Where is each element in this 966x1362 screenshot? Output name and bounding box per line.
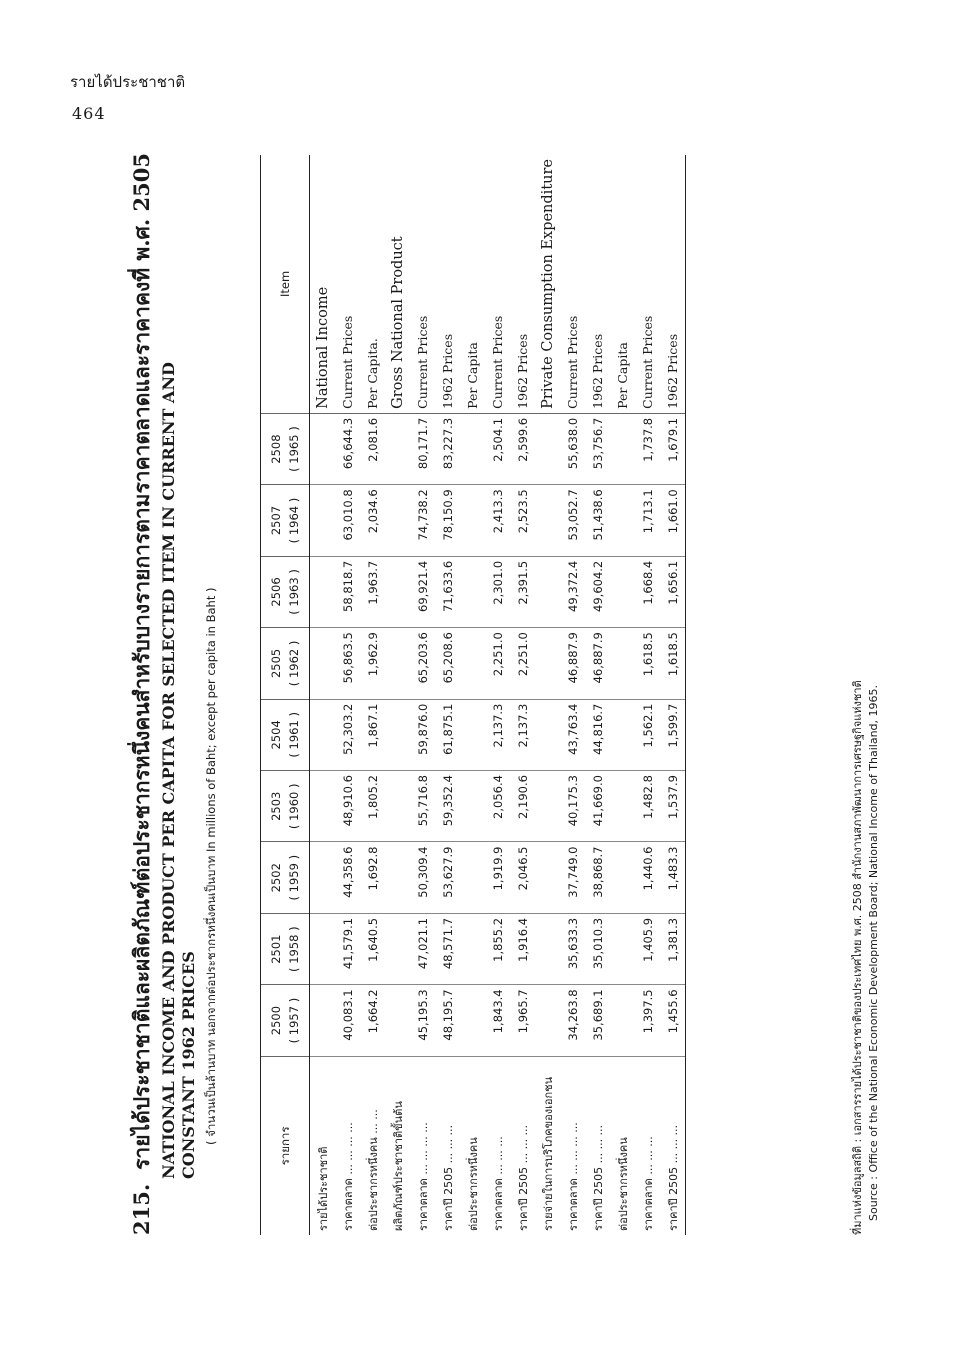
value-cell: 48,195.7 bbox=[435, 985, 460, 1056]
value-cell bbox=[385, 413, 410, 484]
value-cell bbox=[460, 628, 485, 699]
value-cell: 1,692.8 bbox=[360, 842, 385, 913]
row-label-en: 1962 Prices bbox=[660, 155, 686, 413]
table-number: 215. bbox=[129, 1183, 154, 1235]
value-cell: 1,679.1 bbox=[660, 413, 686, 484]
year-ad: ( 1961 ) bbox=[287, 712, 301, 758]
value-cell: 1,482.8 bbox=[635, 771, 660, 842]
value-cell: 2,046.5 bbox=[510, 842, 535, 913]
table-row bbox=[435, 155, 460, 1235]
row-label-en: Current Prices bbox=[335, 155, 360, 413]
value-cell bbox=[385, 628, 410, 699]
value-cell: 1,867.1 bbox=[360, 699, 385, 770]
table-row bbox=[560, 155, 585, 1235]
year-thai: 2508 bbox=[269, 434, 283, 464]
value-cell: 53,627.9 bbox=[435, 842, 460, 913]
table-title-en-line1: NATIONAL INCOME AND PRODUCT PER CAPITA FOR SELECTED ITEM IN CURRENT AND bbox=[159, 362, 178, 1179]
table-row bbox=[485, 155, 510, 1235]
value-cell bbox=[535, 913, 560, 984]
table-row bbox=[310, 155, 336, 1235]
year-ad: ( 1957 ) bbox=[287, 997, 301, 1044]
value-cell: 58,818.7 bbox=[335, 556, 360, 627]
value-cell bbox=[535, 985, 560, 1056]
value-cell: 2,523.5 bbox=[510, 485, 535, 556]
value-cell: 34,263.8 bbox=[560, 985, 585, 1056]
title-thai-text: รายได้ประชาชาติและผลิตภัณฑ์ต่อประชากรหนึ่งคนสำหรับบางรายการตามราคาตลาดและราคาคงที่ พ.ศ. 2505 bbox=[129, 153, 154, 1170]
row-label-en: Current Prices bbox=[485, 155, 510, 413]
value-cell: 44,816.7 bbox=[585, 699, 610, 770]
value-cell: 1,440.6 bbox=[635, 842, 660, 913]
value-cell: 1,965.7 bbox=[510, 985, 535, 1056]
rotated-table-page bbox=[120, 140, 880, 1255]
value-cell: 1,737.8 bbox=[635, 413, 660, 484]
value-cell: 1,713.1 bbox=[635, 485, 660, 556]
value-cell: 38,868.7 bbox=[585, 842, 610, 913]
value-cell bbox=[610, 985, 635, 1056]
value-cell: 45,195.3 bbox=[410, 985, 435, 1056]
value-cell: 66,644.3 bbox=[335, 413, 360, 484]
year-thai: 2506 bbox=[269, 577, 283, 607]
year-ad: ( 1965 ) bbox=[287, 426, 301, 472]
value-cell: 2,599.6 bbox=[510, 413, 535, 484]
value-cell bbox=[460, 699, 485, 770]
col-year bbox=[261, 699, 310, 770]
value-cell bbox=[610, 913, 635, 984]
row-label-en: 1962 Prices bbox=[585, 155, 610, 413]
value-cell bbox=[310, 556, 336, 627]
income-table bbox=[260, 155, 686, 1235]
value-cell bbox=[535, 699, 560, 770]
source-note bbox=[850, 680, 882, 1235]
value-cell: 2,190.6 bbox=[510, 771, 535, 842]
value-cell: 65,208.6 bbox=[435, 628, 460, 699]
row-label-thai: ต่อประชากรหนึ่งคน bbox=[616, 1137, 630, 1231]
value-cell: 2,391.5 bbox=[510, 556, 535, 627]
value-cell: 1,805.2 bbox=[360, 771, 385, 842]
row-label-en: Per Capita bbox=[460, 155, 485, 413]
value-cell: 2,251.0 bbox=[485, 628, 510, 699]
value-cell: 49,604.2 bbox=[585, 556, 610, 627]
page-number: 464 bbox=[72, 104, 106, 123]
value-cell: 51,438.6 bbox=[585, 485, 610, 556]
col-year bbox=[261, 485, 310, 556]
row-label-thai: ต่อประชากรหนึ่งคน bbox=[466, 1137, 480, 1231]
col-year bbox=[261, 913, 310, 984]
value-cell: 2,056.4 bbox=[485, 771, 510, 842]
value-cell: 1,661.0 bbox=[660, 485, 686, 556]
value-cell: 63,010.8 bbox=[335, 485, 360, 556]
year-thai: 2501 bbox=[269, 934, 283, 964]
value-cell: 35,010.3 bbox=[585, 913, 610, 984]
value-cell bbox=[460, 485, 485, 556]
value-cell bbox=[460, 771, 485, 842]
source-en: Source : Office of the National Economic Development Board; National Income of Thailand, 1965. bbox=[867, 684, 880, 1221]
value-cell: 35,633.3 bbox=[560, 913, 585, 984]
year-ad: ( 1959 ) bbox=[287, 854, 301, 901]
row-label-thai: รายจ่ายในการบริโภคของเอกชน bbox=[541, 1076, 555, 1231]
value-cell: 1,562.1 bbox=[635, 699, 660, 770]
value-cell: 1,843.4 bbox=[485, 985, 510, 1056]
table-row bbox=[360, 155, 385, 1235]
value-cell: 1,397.5 bbox=[635, 985, 660, 1056]
value-cell bbox=[385, 699, 410, 770]
col-year bbox=[261, 413, 310, 484]
col-item-en: Item bbox=[261, 155, 310, 413]
row-label-thai: ราคาตลาด ... ... ... ... bbox=[566, 1122, 580, 1231]
value-cell: 48,910.6 bbox=[335, 771, 360, 842]
running-head: รายได้ประชาชาติ bbox=[70, 73, 186, 91]
value-cell bbox=[385, 771, 410, 842]
value-cell: 40,083.1 bbox=[335, 985, 360, 1056]
value-cell: 1,962.9 bbox=[360, 628, 385, 699]
year-thai: 2503 bbox=[269, 791, 283, 821]
value-cell: 59,352.4 bbox=[435, 771, 460, 842]
value-cell bbox=[610, 771, 635, 842]
value-cell: 1,855.2 bbox=[485, 913, 510, 984]
table-row bbox=[610, 155, 635, 1235]
value-cell: 50,309.4 bbox=[410, 842, 435, 913]
value-cell bbox=[310, 485, 336, 556]
col-year bbox=[261, 842, 310, 913]
value-cell bbox=[535, 485, 560, 556]
value-cell: 2,034.6 bbox=[360, 485, 385, 556]
row-label-thai: ราคาตลาด ... ... ... bbox=[491, 1136, 505, 1231]
row-label-thai: ราคาปี 2505 ... ... ... bbox=[516, 1124, 530, 1231]
value-cell bbox=[460, 556, 485, 627]
row-label-thai: ผลิตภัณฑ์ประชาชาติขั้นต้น bbox=[391, 1101, 405, 1231]
table-body bbox=[310, 155, 686, 1235]
col-year bbox=[261, 556, 310, 627]
table-title-thai bbox=[126, 155, 159, 1235]
value-cell: 46,887.9 bbox=[585, 628, 610, 699]
col-item-thai: รายการ bbox=[261, 1056, 310, 1235]
value-cell: 46,887.9 bbox=[560, 628, 585, 699]
value-cell: 1,640.5 bbox=[360, 913, 385, 984]
row-label-en: Per Capita bbox=[610, 155, 635, 413]
col-year bbox=[261, 985, 310, 1056]
value-cell: 80,171.7 bbox=[410, 413, 435, 484]
value-cell: 2,413.3 bbox=[485, 485, 510, 556]
value-cell bbox=[535, 413, 560, 484]
value-cell bbox=[610, 413, 635, 484]
value-cell bbox=[535, 556, 560, 627]
year-thai: 2505 bbox=[269, 648, 283, 679]
table-heading bbox=[126, 155, 221, 1235]
value-cell bbox=[310, 771, 336, 842]
row-label-en: 1962 Prices bbox=[435, 155, 460, 413]
row-label-en: Private Consumption Expenditure bbox=[535, 155, 560, 413]
rotated-table-wrapper bbox=[120, 140, 880, 1255]
value-cell: 71,633.6 bbox=[435, 556, 460, 627]
value-cell: 47,021.1 bbox=[410, 913, 435, 984]
row-label-thai: ราคาตลาด ... ... ... ... bbox=[341, 1122, 355, 1231]
year-thai: 2504 bbox=[269, 720, 283, 750]
row-label-thai: ราคาตลาด ... ... ... ... bbox=[416, 1122, 430, 1231]
value-cell: 56,863.5 bbox=[335, 628, 360, 699]
value-cell: 52,303.2 bbox=[335, 699, 360, 770]
value-cell: 55,638.0 bbox=[560, 413, 585, 484]
value-cell: 2,251.0 bbox=[510, 628, 535, 699]
row-label-thai: ราคาปี 2505 ... ... ... bbox=[591, 1124, 605, 1231]
value-cell bbox=[460, 842, 485, 913]
year-ad: ( 1962 ) bbox=[287, 640, 301, 687]
row-label-en: Current Prices bbox=[410, 155, 435, 413]
value-cell: 2,081.6 bbox=[360, 413, 385, 484]
table-title-en-line2: CONSTANT 1962 PRICES bbox=[179, 951, 198, 1179]
value-cell: 1,599.7 bbox=[660, 699, 686, 770]
value-cell: 2,504.1 bbox=[485, 413, 510, 484]
value-cell bbox=[385, 485, 410, 556]
table-row bbox=[335, 155, 360, 1235]
value-cell bbox=[610, 699, 635, 770]
value-cell bbox=[460, 985, 485, 1056]
col-year bbox=[261, 771, 310, 842]
value-cell: 35,689.1 bbox=[585, 985, 610, 1056]
value-cell: 1,919.9 bbox=[485, 842, 510, 913]
row-label-en: Current Prices bbox=[635, 155, 660, 413]
row-label-thai: ต่อประชากรหนึ่งคน ... ... bbox=[366, 1109, 380, 1231]
unit-note: ( จำนวนเป็นล้านบาท นอกจากต่อประชากรหนึ่งคนเป็นบาท In millions of Baht; except per capita in Baht ) bbox=[204, 587, 218, 1145]
value-cell bbox=[385, 842, 410, 913]
value-cell bbox=[610, 628, 635, 699]
source-thai: ที่มาแห่งข้อมูลสถิติ : เอกสารรายได้ประชาชาติของประเทศไทย พ.ศ. 2508 สำนักงานสภาพัฒนาการเศรษฐกิจแห่งชาติ bbox=[851, 680, 864, 1235]
value-cell: 1,668.4 bbox=[635, 556, 660, 627]
year-thai: 2507 bbox=[269, 505, 283, 536]
value-cell bbox=[610, 556, 635, 627]
value-cell bbox=[460, 413, 485, 484]
row-label-thai: รายได้ประชาชาติ bbox=[316, 1146, 330, 1231]
row-label-en: Current Prices bbox=[560, 155, 585, 413]
value-cell bbox=[610, 842, 635, 913]
value-cell bbox=[310, 699, 336, 770]
value-cell bbox=[385, 913, 410, 984]
year-thai: 2500 bbox=[269, 1005, 283, 1036]
table-row bbox=[510, 155, 535, 1235]
value-cell: 65,203.6 bbox=[410, 628, 435, 699]
table-row bbox=[385, 155, 410, 1235]
value-cell bbox=[535, 628, 560, 699]
value-cell bbox=[310, 628, 336, 699]
value-cell: 1,664.2 bbox=[360, 985, 385, 1056]
table-row bbox=[410, 155, 435, 1235]
value-cell: 53,052.7 bbox=[560, 485, 585, 556]
value-cell bbox=[535, 771, 560, 842]
row-label-thai: ราคาตลาด ... ... ... bbox=[641, 1136, 655, 1231]
year-thai: 2502 bbox=[269, 863, 283, 893]
value-cell: 55,716.8 bbox=[410, 771, 435, 842]
year-ad: ( 1963 ) bbox=[287, 569, 301, 615]
table-row bbox=[460, 155, 485, 1235]
year-ad: ( 1960 ) bbox=[287, 783, 301, 830]
value-cell: 1,455.6 bbox=[660, 985, 686, 1056]
value-cell: 43,763.4 bbox=[560, 699, 585, 770]
value-cell: 2,301.0 bbox=[485, 556, 510, 627]
value-cell: 1,963.7 bbox=[360, 556, 385, 627]
value-cell: 49,372.4 bbox=[560, 556, 585, 627]
row-label-thai: ราคาปี 2505 ... ... ... bbox=[660, 1056, 686, 1235]
value-cell bbox=[310, 985, 336, 1056]
header-row bbox=[261, 155, 310, 1235]
value-cell: 1,405.9 bbox=[635, 913, 660, 984]
value-cell: 1,618.5 bbox=[660, 628, 686, 699]
value-cell: 44,358.6 bbox=[335, 842, 360, 913]
value-cell: 78,150.9 bbox=[435, 485, 460, 556]
value-cell: 2,137.3 bbox=[485, 699, 510, 770]
value-cell: 2,137.3 bbox=[510, 699, 535, 770]
value-cell: 53,756.7 bbox=[585, 413, 610, 484]
row-label-en: Gross National Product bbox=[385, 155, 410, 413]
table-row bbox=[635, 155, 660, 1235]
row-label-en: National Income bbox=[310, 155, 336, 413]
value-cell: 48,571.7 bbox=[435, 913, 460, 984]
value-cell: 1,656.1 bbox=[660, 556, 686, 627]
value-cell: 1,483.3 bbox=[660, 842, 686, 913]
value-cell: 41,669.0 bbox=[585, 771, 610, 842]
row-label-thai: ราคาปี 2505 ... ... ... bbox=[441, 1124, 455, 1231]
value-cell bbox=[610, 485, 635, 556]
table-row bbox=[535, 155, 560, 1235]
value-cell bbox=[385, 985, 410, 1056]
value-cell bbox=[460, 913, 485, 984]
value-cell: 83,227.3 bbox=[435, 413, 460, 484]
table-row bbox=[585, 155, 610, 1235]
value-cell bbox=[310, 842, 336, 913]
value-cell: 1,381.3 bbox=[660, 913, 686, 984]
value-cell bbox=[535, 842, 560, 913]
value-cell bbox=[385, 556, 410, 627]
year-ad: ( 1964 ) bbox=[287, 497, 301, 544]
year-ad: ( 1958 ) bbox=[287, 926, 301, 972]
value-cell: 40,175.3 bbox=[560, 771, 585, 842]
row-label-en: 1962 Prices bbox=[510, 155, 535, 413]
value-cell: 61,875.1 bbox=[435, 699, 460, 770]
value-cell: 1,916.4 bbox=[510, 913, 535, 984]
value-cell: 41,579.1 bbox=[335, 913, 360, 984]
value-cell bbox=[310, 913, 336, 984]
value-cell: 69,921.4 bbox=[410, 556, 435, 627]
value-cell: 1,537.9 bbox=[660, 771, 686, 842]
col-year bbox=[261, 628, 310, 699]
value-cell: 37,749.0 bbox=[560, 842, 585, 913]
table-row bbox=[660, 155, 686, 1235]
value-cell: 59,876.0 bbox=[410, 699, 435, 770]
value-cell: 1,618.5 bbox=[635, 628, 660, 699]
value-cell: 74,738.2 bbox=[410, 485, 435, 556]
row-label-en: Per Capita. bbox=[360, 155, 385, 413]
value-cell bbox=[310, 413, 336, 484]
